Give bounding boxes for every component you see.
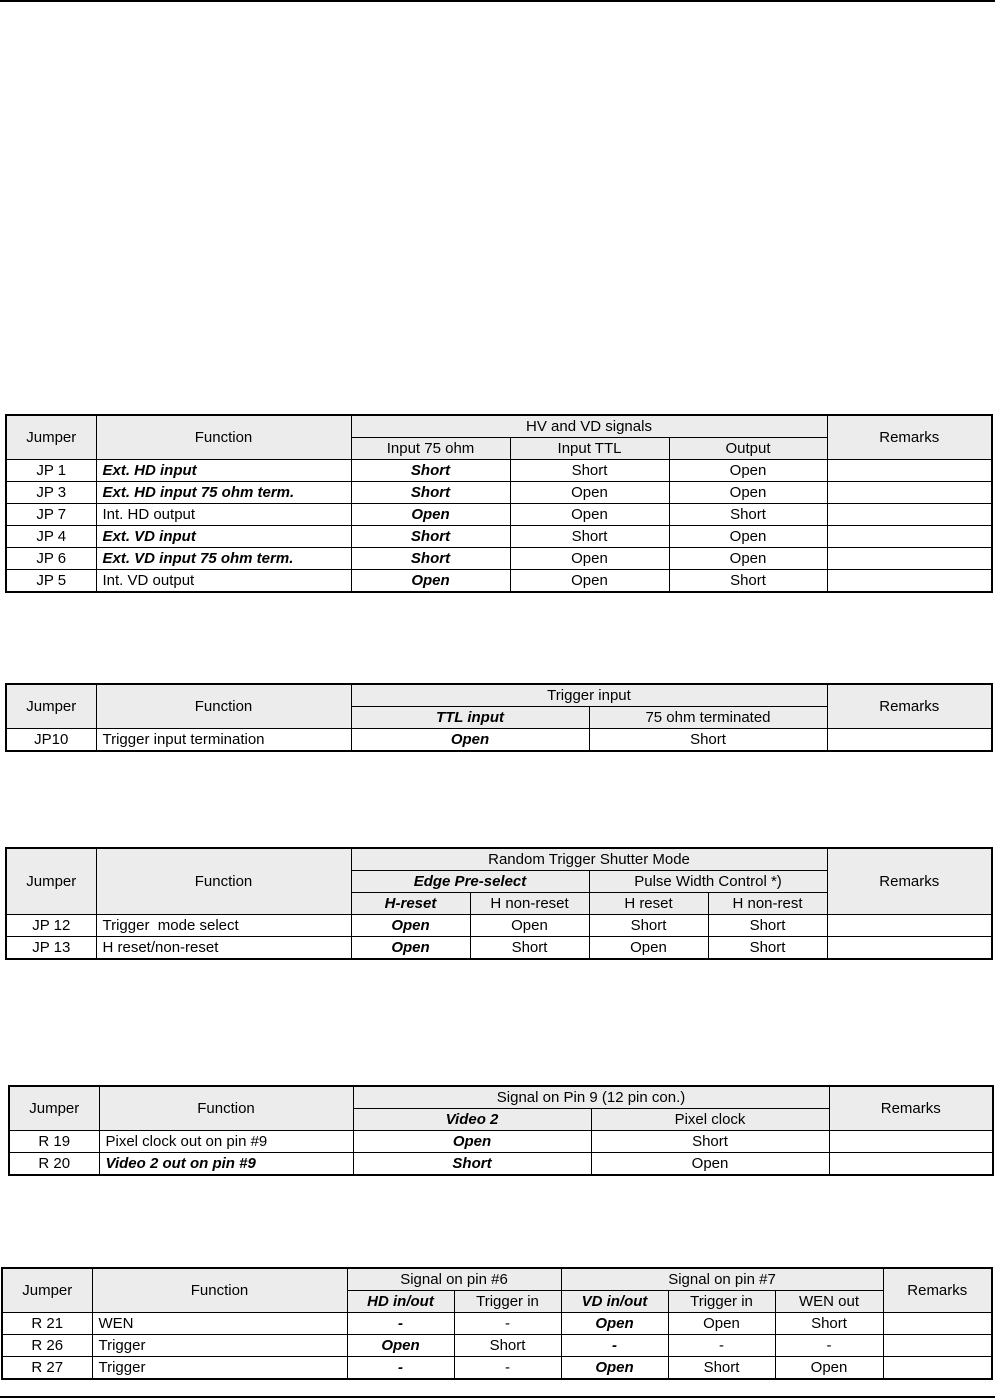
- function-cell: Ext. HD input 75 ohm term.: [96, 482, 351, 504]
- value-cell: Short: [591, 1131, 829, 1153]
- jumper-cell: JP 3: [6, 482, 96, 504]
- remarks-cell: [883, 1313, 992, 1335]
- function-cell: Ext. VD input: [96, 526, 351, 548]
- header-function: Function: [92, 1268, 347, 1313]
- table-row: [2, 1357, 992, 1380]
- function-cell: Trigger: [92, 1357, 347, 1380]
- value-cell: Short: [351, 482, 510, 504]
- jumper-cell: JP 6: [6, 548, 96, 570]
- value-cell: Open: [591, 1153, 829, 1176]
- value-cell: Short: [510, 460, 669, 482]
- header-jumper: Jumper: [6, 848, 96, 915]
- remarks-cell: [829, 1131, 993, 1153]
- remarks-cell: [827, 526, 992, 548]
- value-cell: Short: [669, 504, 827, 526]
- value-cell: Short: [708, 915, 827, 937]
- table-row: [6, 937, 992, 960]
- function-cell: Int. HD output: [96, 504, 351, 526]
- jumper-cell: R 26: [2, 1335, 92, 1357]
- value-cell: -: [347, 1313, 454, 1335]
- value-cell: Short: [669, 570, 827, 593]
- jumper-cell: JP 7: [6, 504, 96, 526]
- value-cell: Short: [351, 526, 510, 548]
- header-subgroup: Pulse Width Control *): [589, 871, 827, 893]
- jumper-cell: JP 1: [6, 460, 96, 482]
- table-hv-vd-signals: [5, 414, 993, 593]
- jumper-cell: JP 12: [6, 915, 96, 937]
- bottom-rule: [0, 1396, 995, 1398]
- value-cell: -: [561, 1335, 668, 1357]
- jumper-cell: R 21: [2, 1313, 92, 1335]
- remarks-cell: [883, 1335, 992, 1357]
- value-cell: -: [454, 1357, 561, 1380]
- header-group: Random Trigger Shutter Mode: [351, 848, 827, 871]
- header-col: H reset: [589, 893, 708, 915]
- jumper-cell: R 20: [9, 1153, 99, 1176]
- table-row: [2, 1313, 992, 1335]
- value-cell: Open: [510, 482, 669, 504]
- value-cell: Open: [669, 526, 827, 548]
- table-row: [6, 504, 992, 526]
- function-cell: WEN: [92, 1313, 347, 1335]
- jumper-cell: JP 13: [6, 937, 96, 960]
- value-cell: -: [775, 1335, 883, 1357]
- header-col: H non-reset: [470, 893, 589, 915]
- jumper-cell: JP10: [6, 729, 96, 752]
- header-function: Function: [96, 415, 351, 460]
- value-cell: Short: [708, 937, 827, 960]
- remarks-cell: [827, 570, 992, 593]
- function-cell: Trigger mode select: [96, 915, 351, 937]
- table-random-trigger-shutter: [5, 847, 993, 960]
- value-cell: Short: [589, 729, 827, 752]
- value-cell: Open: [510, 548, 669, 570]
- value-cell: Open: [351, 915, 470, 937]
- value-cell: Open: [775, 1357, 883, 1380]
- value-cell: Open: [351, 937, 470, 960]
- remarks-cell: [827, 729, 992, 752]
- value-cell: Short: [454, 1335, 561, 1357]
- remarks-cell: [827, 915, 992, 937]
- value-cell: Open: [351, 504, 510, 526]
- header-col: Output: [669, 438, 827, 460]
- header-col: H-reset: [351, 893, 470, 915]
- value-cell: Open: [669, 482, 827, 504]
- table-row: [9, 1153, 993, 1176]
- header-remarks: Remarks: [883, 1268, 992, 1313]
- header-jumper: Jumper: [6, 415, 96, 460]
- value-cell: Open: [561, 1357, 668, 1380]
- header-function: Function: [96, 848, 351, 915]
- function-cell: Trigger input termination: [96, 729, 351, 752]
- value-cell: Short: [589, 915, 708, 937]
- header-col: Trigger in: [454, 1291, 561, 1313]
- function-cell: Video 2 out on pin #9: [99, 1153, 353, 1176]
- header-group: HV and VD signals: [351, 415, 827, 438]
- remarks-cell: [883, 1357, 992, 1380]
- function-cell: Ext. HD input: [96, 460, 351, 482]
- header-remarks: Remarks: [827, 848, 992, 915]
- value-cell: Short: [351, 460, 510, 482]
- jumper-cell: JP 5: [6, 570, 96, 593]
- value-cell: Open: [669, 460, 827, 482]
- value-cell: Open: [510, 504, 669, 526]
- header-col: VD in/out: [561, 1291, 668, 1313]
- jumper-cell: R 27: [2, 1357, 92, 1380]
- function-cell: Pixel clock out on pin #9: [99, 1131, 353, 1153]
- value-cell: Open: [470, 915, 589, 937]
- function-cell: H reset/non-reset: [96, 937, 351, 960]
- header-group-pin6: Signal on pin #6: [347, 1268, 561, 1291]
- header-col: Video 2: [353, 1109, 591, 1131]
- value-cell: Short: [353, 1153, 591, 1176]
- header-subgroup: Edge Pre-select: [351, 871, 589, 893]
- table-row: [6, 570, 992, 593]
- function-cell: Int. VD output: [96, 570, 351, 593]
- header-col: H non-rest: [708, 893, 827, 915]
- header-function: Function: [96, 684, 351, 729]
- header-group: Signal on Pin 9 (12 pin con.): [353, 1086, 829, 1109]
- header-group: Trigger input: [351, 684, 827, 707]
- value-cell: Open: [510, 570, 669, 593]
- remarks-cell: [829, 1153, 993, 1176]
- header-jumper: Jumper: [9, 1086, 99, 1131]
- header-col: Pixel clock: [591, 1109, 829, 1131]
- top-rule: [0, 0, 995, 2]
- value-cell: -: [668, 1335, 775, 1357]
- header-group-pin7: Signal on pin #7: [561, 1268, 883, 1291]
- remarks-cell: [827, 482, 992, 504]
- function-cell: Ext. VD input 75 ohm term.: [96, 548, 351, 570]
- header-remarks: Remarks: [829, 1086, 993, 1131]
- header-col: 75 ohm terminated: [589, 707, 827, 729]
- remarks-cell: [827, 937, 992, 960]
- table-row: [9, 1131, 993, 1153]
- value-cell: Short: [470, 937, 589, 960]
- value-cell: Open: [347, 1335, 454, 1357]
- table-row: [6, 915, 992, 937]
- table-row: [6, 460, 992, 482]
- header-jumper: Jumper: [6, 684, 96, 729]
- value-cell: Short: [668, 1357, 775, 1380]
- table-pin9-signal: [8, 1085, 994, 1176]
- table-row: [6, 548, 992, 570]
- table-trigger-input: [5, 683, 993, 752]
- header-function: Function: [99, 1086, 353, 1131]
- value-cell: Open: [351, 729, 589, 752]
- table-row: [2, 1335, 992, 1357]
- header-remarks: Remarks: [827, 684, 992, 729]
- remarks-cell: [827, 460, 992, 482]
- header-jumper: Jumper: [2, 1268, 92, 1313]
- header-col: TTL input: [351, 707, 589, 729]
- header-col: Trigger in: [668, 1291, 775, 1313]
- jumper-cell: R 19: [9, 1131, 99, 1153]
- value-cell: Short: [351, 548, 510, 570]
- header-col: Input TTL: [510, 438, 669, 460]
- value-cell: Open: [668, 1313, 775, 1335]
- value-cell: Short: [775, 1313, 883, 1335]
- value-cell: Open: [669, 548, 827, 570]
- table-row: [6, 729, 992, 752]
- remarks-cell: [827, 548, 992, 570]
- table-row: [6, 482, 992, 504]
- value-cell: -: [454, 1313, 561, 1335]
- value-cell: Open: [561, 1313, 668, 1335]
- header-col: Input 75 ohm: [351, 438, 510, 460]
- value-cell: -: [347, 1357, 454, 1380]
- value-cell: Short: [510, 526, 669, 548]
- value-cell: Open: [351, 570, 510, 593]
- header-col: HD in/out: [347, 1291, 454, 1313]
- value-cell: Open: [353, 1131, 591, 1153]
- table-row: [6, 526, 992, 548]
- remarks-cell: [827, 504, 992, 526]
- value-cell: Open: [589, 937, 708, 960]
- header-col: WEN out: [775, 1291, 883, 1313]
- header-remarks: Remarks: [827, 415, 992, 460]
- function-cell: Trigger: [92, 1335, 347, 1357]
- table-pin6-pin7-signals: [1, 1267, 993, 1380]
- jumper-cell: JP 4: [6, 526, 96, 548]
